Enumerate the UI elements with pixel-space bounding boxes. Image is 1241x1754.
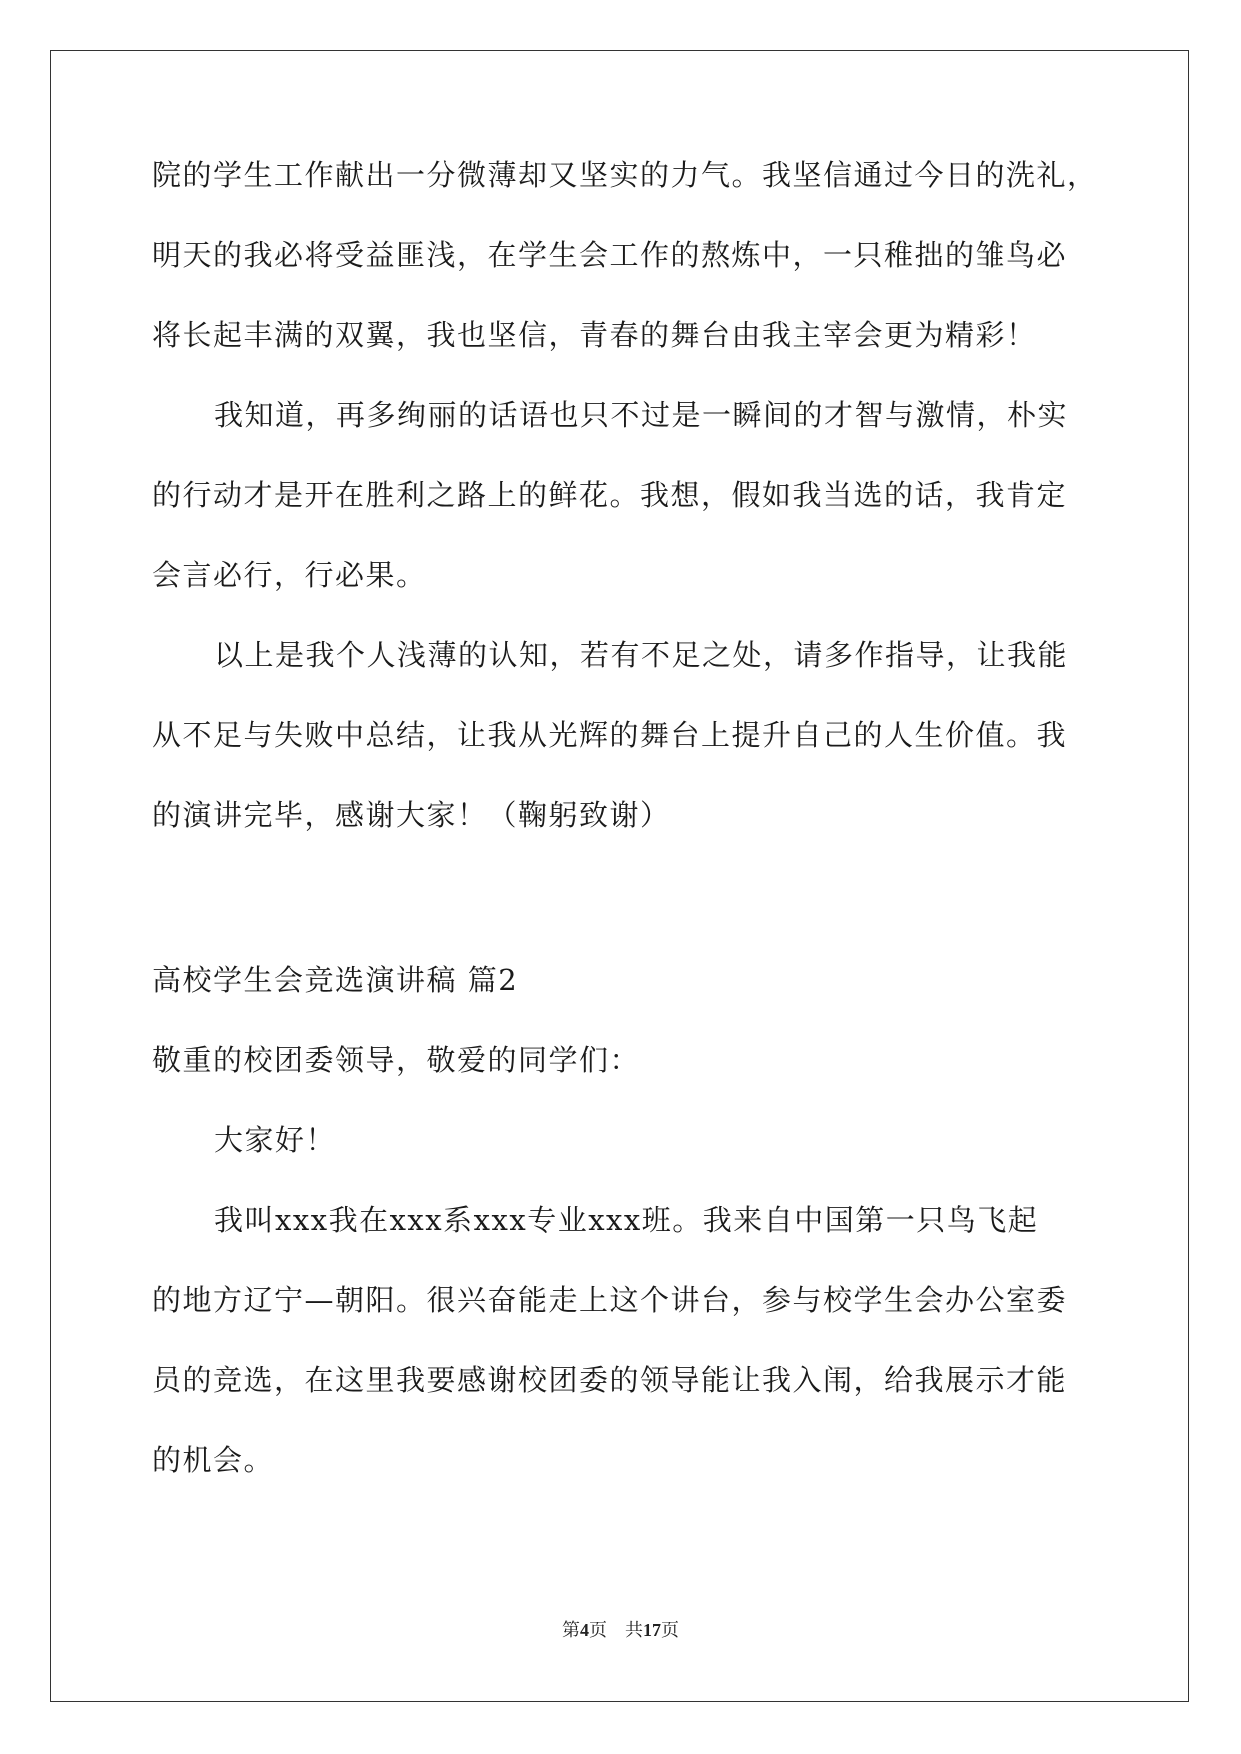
paragraph-line: 会言必行，行必果。 [152, 558, 427, 592]
paragraph-line: 我知道，再多绚丽的话语也只不过是一瞬间的才智与激情，朴实 [214, 398, 1069, 432]
paragraph-line: 我叫xxx我在xxx系xxx专业xxx班。我来自中国第一只鸟飞起 [214, 1203, 1039, 1237]
paragraph-line: 员的竞选，在这里我要感谢校团委的领导能让我入闱，给我展示才能 [152, 1363, 1068, 1397]
paragraph-line: 的机会。 [152, 1443, 275, 1477]
total-label-prefix: 共 [625, 1620, 643, 1640]
paragraph-line: 明天的我必将受益匪浅，在学生会工作的熬炼中，一只稚拙的雏鸟必 [152, 238, 1068, 272]
section-heading: 高校学生会竞选演讲稿 篇2 [152, 963, 519, 997]
paragraph-line: 从不足与失败中总结，让我从光辉的舞台上提升自己的人生价值。我 [152, 718, 1068, 752]
page-footer [0, 1618, 1241, 1642]
salutation: 敬重的校团委领导，敬爱的同学们： [152, 1043, 641, 1077]
paragraph-line: 院的学生工作献出一分微薄却又坚实的力气。我坚信通过今日的洗礼， [152, 158, 1098, 192]
paragraph-line: 的演讲完毕，感谢大家！（鞠躬致谢） [152, 798, 671, 832]
total-pages: 17 [643, 1620, 661, 1640]
greeting: 大家好！ [214, 1123, 337, 1157]
paragraph-line: 以上是我个人浅薄的认知，若有不足之处，请多作指导，让我能 [214, 638, 1069, 672]
paragraph-line: 将长起丰满的双翼，我也坚信，青春的舞台由我主宰会更为精彩！ [152, 318, 1037, 352]
page-number: 4 [580, 1620, 589, 1640]
paragraph-line: 的地方辽宁—朝阳。很兴奋能走上这个讲台，参与校学生会办公室委 [152, 1283, 1068, 1317]
total-label-suffix: 页 [661, 1620, 679, 1640]
page-label-suffix: 页 [589, 1620, 607, 1640]
paragraph-line: 的行动才是开在胜利之路上的鲜花。我想，假如我当选的话，我肯定 [152, 478, 1068, 512]
page-label-prefix: 第 [562, 1620, 580, 1640]
